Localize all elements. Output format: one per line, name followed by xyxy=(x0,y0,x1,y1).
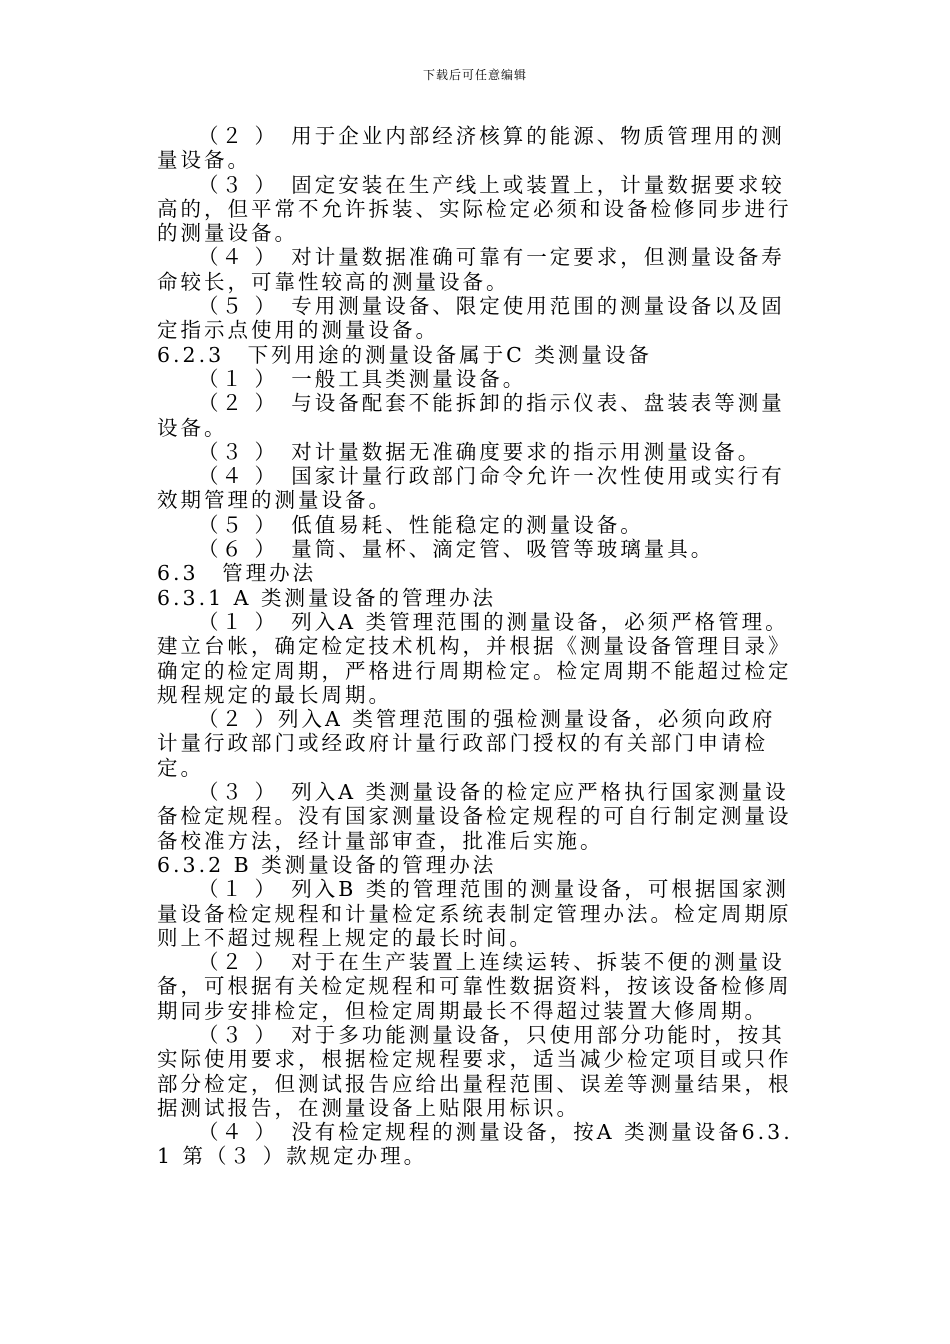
paragraph-6-2-3-item-3: （３ ） 对计量数据无准确度要求的指示用测量设备。 xyxy=(198,439,762,464)
section-heading-6-3-2: 6.3.2 B 类测量设备的管理办法 xyxy=(157,852,497,877)
paragraph-6-3-2-item-4: （４ ） 没有检定规程的测量设备，按A 类测量设备6.3.1 第（３ ）款规定办理。 xyxy=(157,1120,793,1169)
paragraph-6-2-3-item-5: （５ ） 低值易耗、性能稳定的测量设备。 xyxy=(198,512,644,537)
paragraph-6-3-1-item-2: （２ ）列入A 类管理范围的强检测量设备，必须向政府计量行政部门或经政府计量行政部门授权的有关部门申请检定。 xyxy=(157,707,776,780)
paragraph-6-3-1-item-3: （３ ） 列入A 类测量设备的检定应严格执行国家测量设备检定规程。没有国家测量设备检定规程的可自行制定测量设备校准方法，经计量部审查，批准后实施。 xyxy=(157,780,792,853)
document-body xyxy=(157,124,797,1169)
paragraph-6-2-2-item-5: （５ ） 专用测量设备、限定使用范围的测量设备以及固定指示点使用的测量设备。 xyxy=(157,294,785,343)
paragraph-6-3-2-item-3: （３ ） 对于多功能测量设备，只使用部分功能时，按其实际使用要求，根据检定规程要求，适当减少检定项目或只作部分检定，但测试报告应给出量程范围、误差等测量结果，根据测试报告，在测量设备上贴限用标识。 xyxy=(157,1022,792,1120)
section-heading-6-3: 6.3 管理办法 xyxy=(157,561,317,586)
paragraph-6-2-3-item-4: （４ ） 国家计量行政部门命令允许一次性使用或实行有效期管理的测量设备。 xyxy=(157,464,785,513)
paragraph-6-2-2-item-4: （４ ） 对计量数据准确可靠有一定要求，但测量设备寿命较长，可靠性较高的测量设备。 xyxy=(157,245,785,294)
section-heading-6-2-3: 6.2.3 下列用途的测量设备属于C 类测量设备 xyxy=(157,342,652,367)
paragraph-6-3-2-item-1: （１ ） 列入B 类的管理范围的测量设备，可根据国家测量设备检定规程和计量检定系统表制定管理办法。检定周期原则上不超过规程上规定的最长时间。 xyxy=(157,877,792,950)
paragraph-6-3-1-item-1: （１ ） 列入A 类管理范围的测量设备，必须严格管理。建立台帐，确定检定技术机构，并根据《测量设备管理目录》确定的检定周期，严格进行周期检定。检定周期不能超过检定规程规定的最长周期。 xyxy=(157,609,792,707)
paragraph-6-3-2-item-2: （２ ） 对于在生产装置上连续运转、拆装不便的测量设备，可根据有关检定规程和可靠性数据资料，按该设备检修周期同步安排检定，但检定周期最长不得超过装置大修周期。 xyxy=(157,950,792,1023)
paragraph-6-2-3-item-2: （２ ） 与设备配套不能拆卸的指示仪表、盘装表等测量设备。 xyxy=(157,391,785,440)
page-header: 下载后可任意编辑 xyxy=(422,68,527,82)
paragraph-6-2-3-item-1: （１ ） 一般工具类测量设备。 xyxy=(198,366,527,391)
paragraph-6-2-2-item-2: （２ ） 用于企业内部经济核算的能源、物质管理用的测量设备。 xyxy=(157,124,785,173)
paragraph-6-2-2-item-3: （３ ） 固定安装在生产线上或装置上，计量数据要求较高的，但平常不允许拆装、实际检定必须和设备检修同步进行的测量设备。 xyxy=(157,172,792,246)
paragraph-6-2-3-item-6: （６ ） 量筒、量杯、滴定管、吸管等玻璃量具。 xyxy=(198,537,715,562)
section-heading-6-3-1: 6.3.1 A 类测量设备的管理办法 xyxy=(157,585,496,610)
